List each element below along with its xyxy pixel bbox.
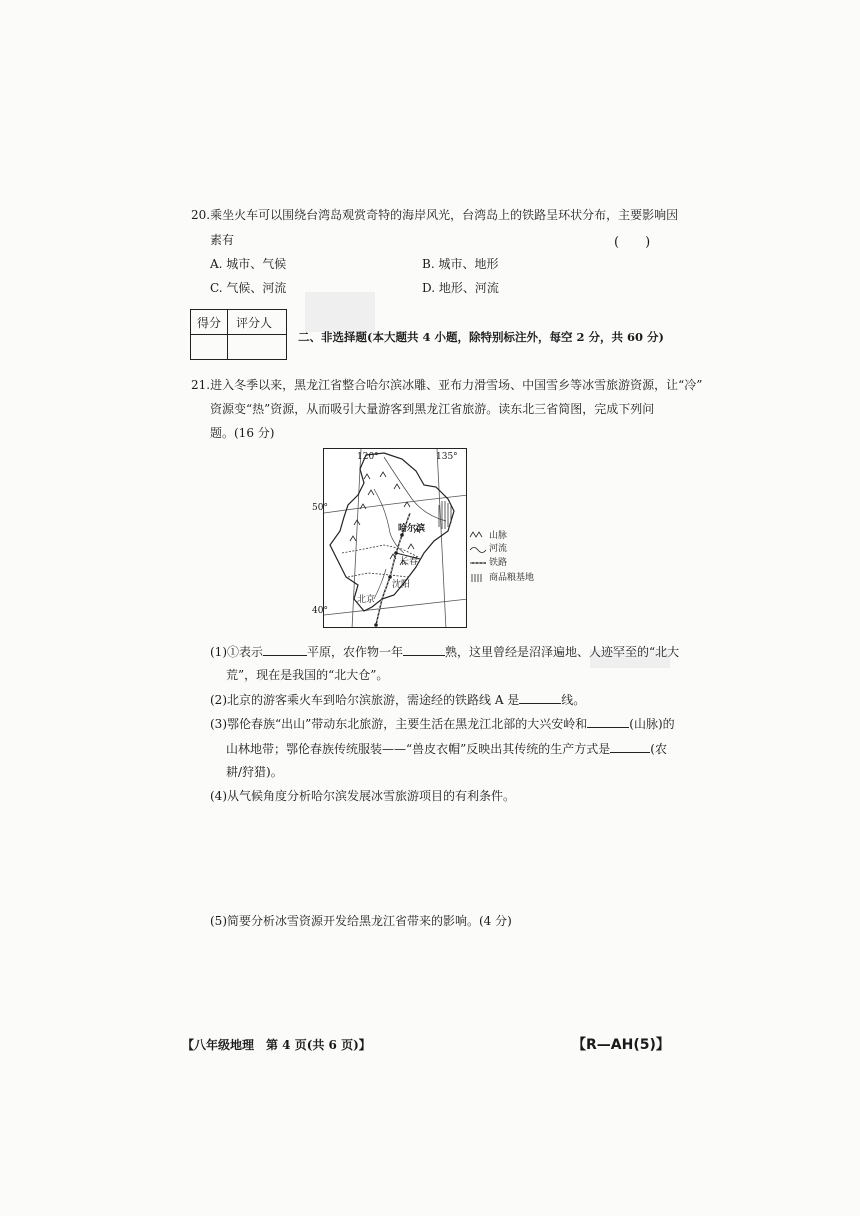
city-harbin-label: 哈尔滨 [398,524,426,534]
q20-stem-line2: 素有 [210,233,235,247]
map-drawing [324,449,467,628]
latitude-40-label: 40° [312,606,328,616]
score-label: 得分 [197,316,222,330]
legend-symbols [469,530,489,586]
sub3-text-c: 山林地带；鄂伦春族传统服装——“兽皮衣帽”反映出其传统的生产方式是 [226,742,611,756]
q21-stem-line2: 资源变“热”资源，从而吸引大量游客到黑龙江省旅游。读东北三省简图，完成下列问 [210,402,655,416]
answer-blank[interactable] [587,715,629,728]
q20-answer-paren[interactable]: ( ) [614,235,651,250]
score-box [190,309,287,360]
sub1-text-a: (1)①表示 [210,645,263,659]
q21-stem-line1: 21.进入冬季以来，黑龙江省整合哈尔滨冰雕、亚布力滑雪场、中国雪乡等冰雪旅游资源，让“冷” [191,378,703,392]
answer-blank[interactable] [403,643,445,656]
sub1-line1 [210,643,679,660]
score-box-divider [227,310,228,359]
legend-river: 河流 [489,544,508,554]
q20-option-a: A. 城市、气候 [210,257,287,271]
sub3-text-a: (3)鄂伦春族“出山”带动东北旅游，主要生活在黑龙江北部的大兴安岭和 [210,717,588,731]
sub3-line3: 耕/狩猎)。 [226,765,283,779]
q20-option-b: B. 城市、地形 [422,257,499,271]
legend-grain-base: 商品粮基地 [489,573,535,583]
q20-stem-line1: 20.乘坐火车可以围绕台湾岛观赏奇特的海岸风光，台湾岛上的铁路呈环状分布，主要影响因 [191,208,679,222]
sub3-line2 [226,740,667,757]
legend-mountain: 山脉 [489,531,508,541]
city-beijing-label: 北京 [357,595,376,605]
longitude-120-label: 120° [357,452,379,462]
latitude-50-label: 50° [312,503,328,513]
q20-option-d: D. 地形、河流 [422,281,499,295]
score-box-divider [191,334,286,335]
answer-blank[interactable] [263,643,307,656]
footer-page-info: 【八年级地理 第 4 页(共 6 页)】 [182,1038,371,1052]
sub2-text-b: 线。 [561,693,586,707]
section2-title: 二、非选择题(本大题共 4 小题，除特别标注外，每空 2 分，共 60 分) [298,330,664,344]
grader-label: 评分人 [236,316,273,330]
sub3-line1 [210,715,675,732]
q20-option-c: C. 气候、河流 [210,281,287,295]
northeast-map [323,448,467,628]
sub2-text-a: (2)北京的游客乘火车到哈尔滨旅游，需途经的铁路线 A 是 [210,693,520,707]
longitude-135-label: 135° [436,452,458,462]
q21-stem-line3: 题。(16 分) [210,426,275,440]
answer-blank[interactable] [610,740,650,753]
sub3-text-b: (山脉)的 [629,717,675,731]
sub1-text-b: 平原，农作物一年 [307,645,404,659]
city-shenyang-label: 沈阳 [392,580,411,590]
city-changchun-label: 长春 [400,557,419,567]
scan-smudge [305,292,375,332]
sub5-line: (5)简要分析冰雪资源开发给黑龙江省带来的影响。(4 分) [210,914,512,928]
sub1-text-c: 熟，这里曾经是沼泽遍地、人迹罕至的“北大 [445,645,680,659]
footer-code: 【R—AH(5)】 [572,1037,670,1053]
legend-railway: 铁路 [489,558,508,568]
answer-blank[interactable] [519,691,561,704]
sub4-line: (4)从气候角度分析哈尔滨发展冰雪旅游项目的有利条件。 [210,789,516,803]
sub2-line [210,691,585,708]
sub3-text-d: (农 [650,742,667,756]
sub1-line2: 荒”，现在是我国的“北大仓”。 [226,668,389,682]
